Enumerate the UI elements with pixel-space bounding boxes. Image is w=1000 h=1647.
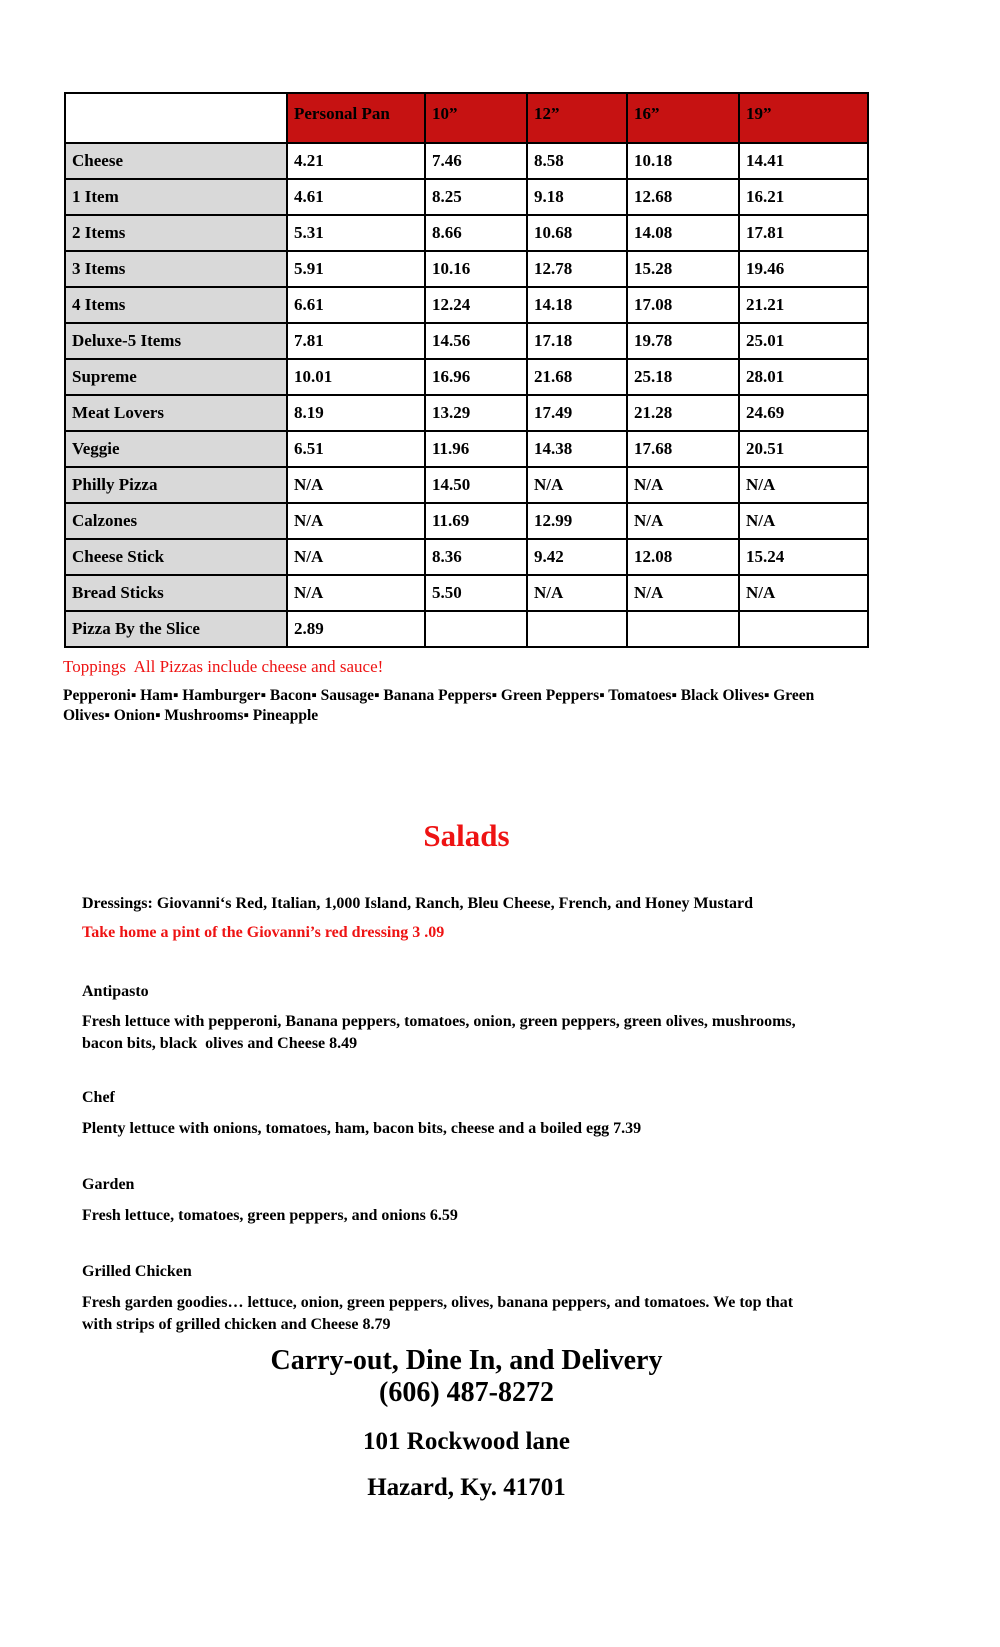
row-label: 2 Items [65,215,287,251]
salad-item-name: Garden [82,1176,135,1193]
price-cell: 15.24 [739,539,868,575]
row-label: Deluxe-5 Items [65,323,287,359]
price-cell: 13.29 [425,395,527,431]
price-cell: 11.96 [425,431,527,467]
dressings-line: Dressings: Giovanni‘s Red, Italian, 1,000 Island, Ranch, Bleu Cheese, French, and Honey Mustard [82,895,754,912]
table-row [65,359,868,395]
salads-heading: Salads [423,818,510,853]
table-row [65,575,868,611]
price-cell: N/A [627,467,739,503]
table-row [65,503,868,539]
price-cell: 28.01 [739,359,868,395]
table-row [65,179,868,215]
row-label: Supreme [65,359,287,395]
price-cell: N/A [627,575,739,611]
salad-item-name: Antipasto [82,983,149,1000]
price-cell: 15.28 [627,251,739,287]
table-row [65,215,868,251]
price-cell: N/A [287,575,425,611]
price-cell: 7.81 [287,323,425,359]
row-label: Bread Sticks [65,575,287,611]
price-cell: 14.50 [425,467,527,503]
price-cell: N/A [287,503,425,539]
row-label: Meat Lovers [65,395,287,431]
column-header-10in: 10” [425,93,527,143]
price-cell: 8.58 [527,143,627,179]
price-cell: 14.56 [425,323,527,359]
table-row [65,143,868,179]
row-label: Calzones [65,503,287,539]
row-label: 4 Items [65,287,287,323]
salad-item-description: Plenty lettuce with onions, tomatoes, ham, bacon bits, cheese and a boiled egg 7.39 [82,1120,642,1137]
table-row [65,251,868,287]
price-cell: N/A [739,467,868,503]
price-cell: 14.08 [627,215,739,251]
price-cell: 24.69 [739,395,868,431]
price-cell [627,611,739,647]
price-cell: N/A [527,467,627,503]
price-cell: 10.18 [627,143,739,179]
price-cell: N/A [287,467,425,503]
price-cell: 5.91 [287,251,425,287]
price-cell: 21.21 [739,287,868,323]
price-cell: 2.89 [287,611,425,647]
price-cell: 8.36 [425,539,527,575]
price-cell: 17.81 [739,215,868,251]
table-row [65,287,868,323]
toppings-note: Toppings All Pizzas include cheese and sauce! [63,657,384,676]
row-label: Philly Pizza [65,467,287,503]
price-cell: 9.18 [527,179,627,215]
price-cell: 10.01 [287,359,425,395]
pizza-price-table [64,92,869,648]
price-cell: 16.96 [425,359,527,395]
salad-item-description: Fresh lettuce with pepperoni, Banana peppers, tomatoes, onion, green peppers, green olives, mushrooms, bacon bits, black olives and Cheese 8.49 [82,1013,800,1052]
price-cell: 14.38 [527,431,627,467]
price-cell: 5.31 [287,215,425,251]
price-cell: 8.25 [425,179,527,215]
price-cell [739,611,868,647]
price-cell: 21.68 [527,359,627,395]
row-label: Pizza By the Slice [65,611,287,647]
price-cell: 14.18 [527,287,627,323]
column-header-12in: 12” [527,93,627,143]
price-cell: 19.78 [627,323,739,359]
salad-item-name: Chef [82,1089,115,1106]
row-label: Cheese [65,143,287,179]
service-options-line: Carry-out, Dine In, and Delivery [270,1345,663,1376]
price-cell: 21.28 [627,395,739,431]
price-cell: 12.99 [527,503,627,539]
price-cell: N/A [627,503,739,539]
salad-item-description: Fresh garden goodies… lettuce, onion, green peppers, olives, banana peppers, and tomatoes. We top that with strips of grilled chicken and Cheese 8.79 [82,1294,798,1333]
price-cell: 6.51 [287,431,425,467]
price-cell: 9.42 [527,539,627,575]
salad-item-description: Fresh lettuce, tomatoes, green peppers, and onions 6.59 [82,1207,458,1224]
price-cell: 17.08 [627,287,739,323]
price-cell: N/A [739,503,868,539]
price-cell: 12.68 [627,179,739,215]
price-cell: N/A [527,575,627,611]
address-street: 101 Rockwood lane [363,1428,570,1455]
row-label: Veggie [65,431,287,467]
price-cell [527,611,627,647]
table-row [65,323,868,359]
price-cell: 25.01 [739,323,868,359]
price-cell: 12.78 [527,251,627,287]
column-header-16in: 16” [627,93,739,143]
price-cell: 11.69 [425,503,527,539]
price-cell: 7.46 [425,143,527,179]
price-cell: 17.49 [527,395,627,431]
column-header-personal-pan: Personal Pan [287,93,425,143]
table-row [65,467,868,503]
price-cell: 10.16 [425,251,527,287]
row-label: 1 Item [65,179,287,215]
salad-item-name: Grilled Chicken [82,1263,192,1280]
price-cell: N/A [739,575,868,611]
price-cell: 25.18 [627,359,739,395]
price-cell: 14.41 [739,143,868,179]
table-row [65,431,868,467]
price-cell: 17.68 [627,431,739,467]
row-label: Cheese Stick [65,539,287,575]
table-header-row [65,93,868,143]
price-table-body [65,143,868,647]
price-cell: 8.66 [425,215,527,251]
price-cell: 6.61 [287,287,425,323]
table-row [65,539,868,575]
price-cell: 12.08 [627,539,739,575]
price-cell: 16.21 [739,179,868,215]
phone-number: (606) 487-8272 [379,1377,554,1408]
price-cell: 20.51 [739,431,868,467]
price-cell: 4.21 [287,143,425,179]
price-cell: 19.46 [739,251,868,287]
price-cell: N/A [287,539,425,575]
price-cell: 12.24 [425,287,527,323]
toppings-list: Pepperoni▪ Ham▪ Hamburger▪ Bacon▪ Sausage▪ Banana Peppers▪ Green Peppers▪ Tomatoes▪ Black Olives▪ Green Olives▪ Onion▪ Mushrooms▪ Pineapple [63,687,819,724]
dressing-promo-line: Take home a pint of the Giovanni’s red dressing 3 .09 [82,924,445,941]
price-cell: 5.50 [425,575,527,611]
price-cell: 4.61 [287,179,425,215]
price-cell: 17.18 [527,323,627,359]
table-row [65,395,868,431]
price-cell: 10.68 [527,215,627,251]
column-header-19in: 19” [739,93,868,143]
corner-cell [65,93,287,143]
row-label: 3 Items [65,251,287,287]
pizza-price-table-wrapper [64,92,869,648]
table-row [65,611,868,647]
address-city: Hazard, Ky. 41701 [367,1474,566,1501]
price-cell [425,611,527,647]
price-cell: 8.19 [287,395,425,431]
